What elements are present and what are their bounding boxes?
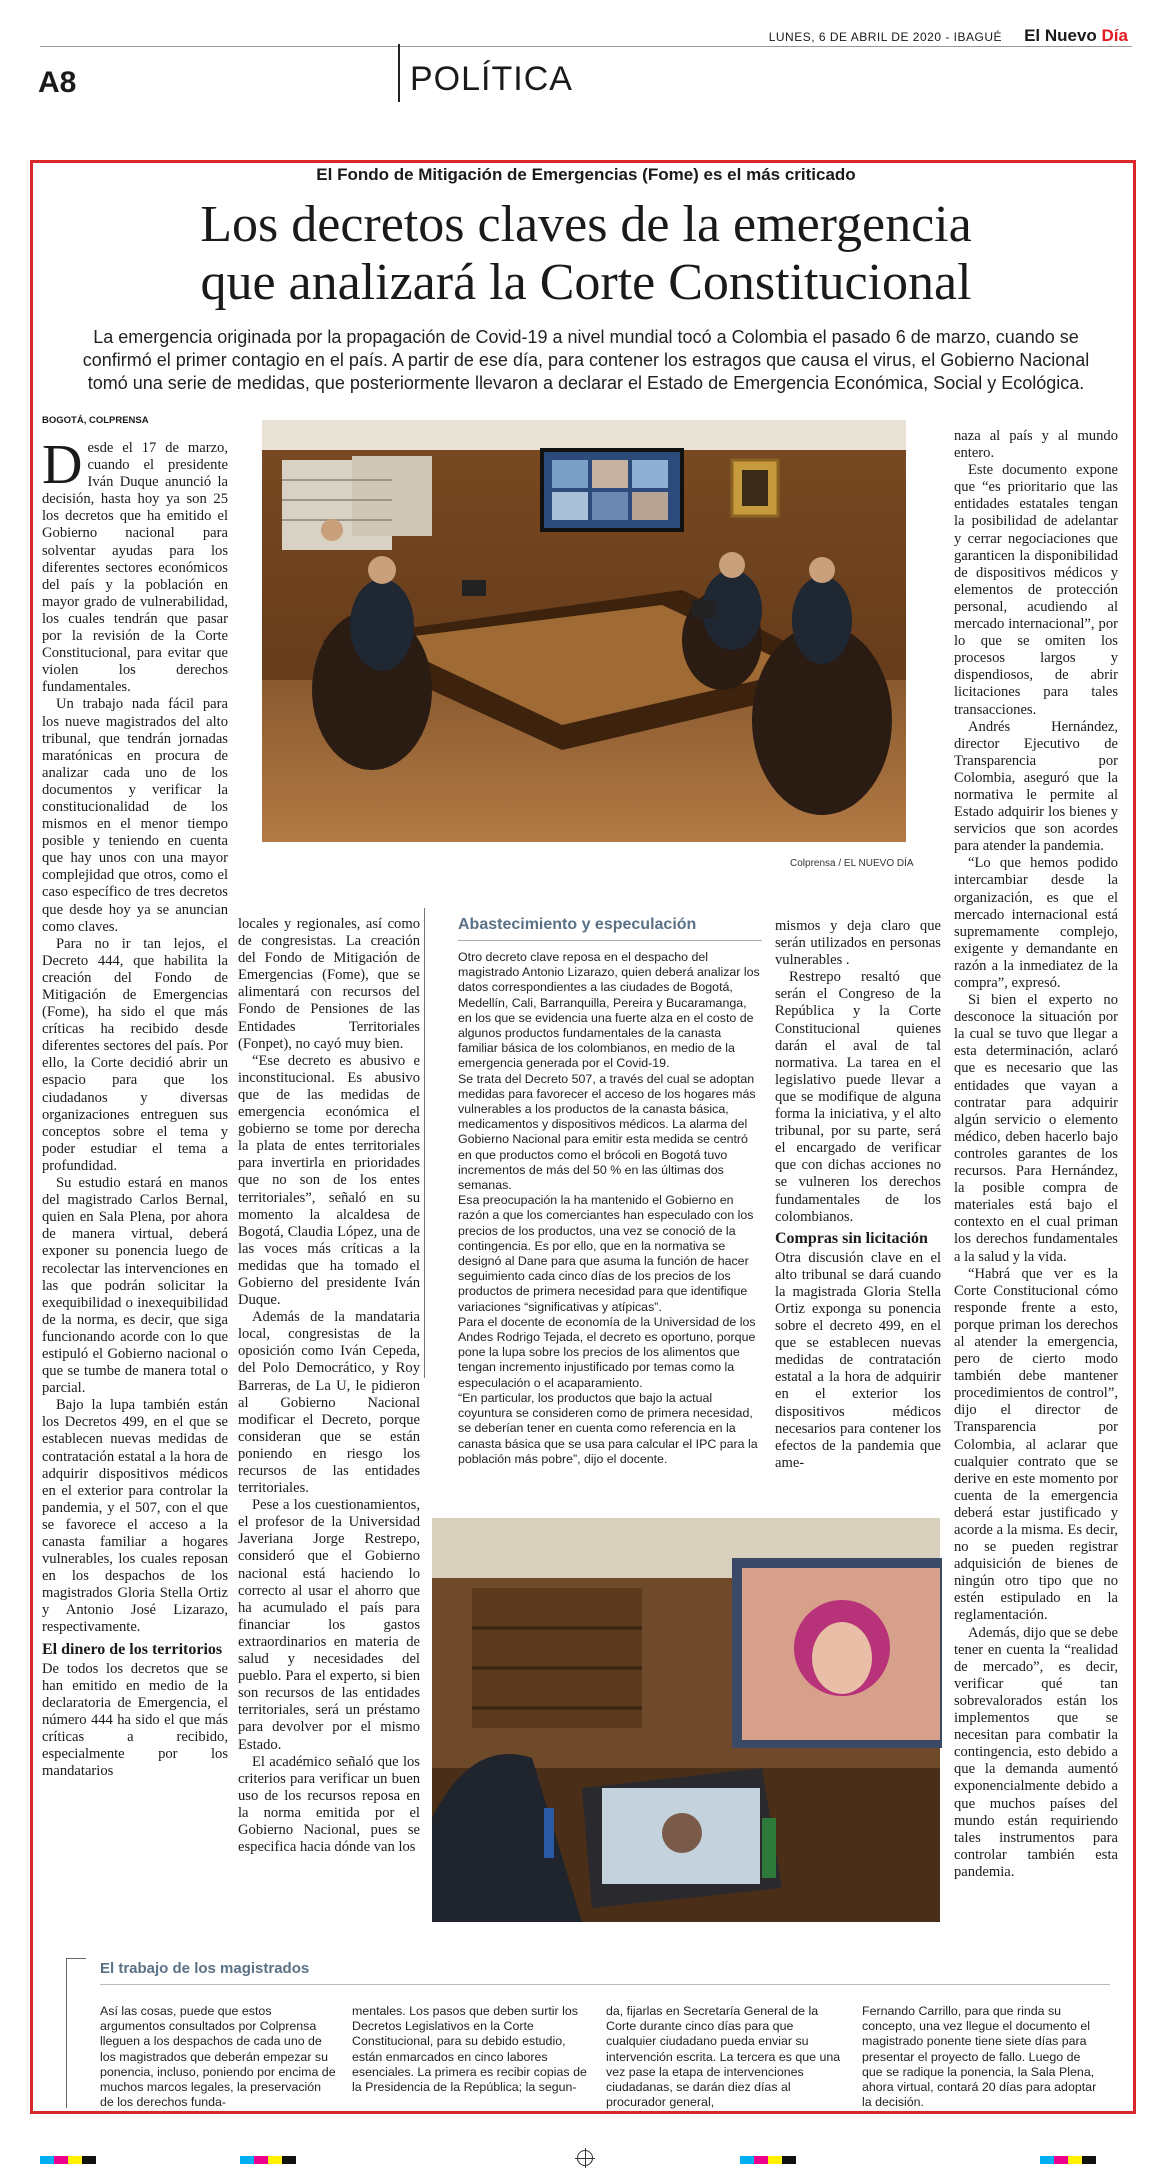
paragraph: Otra discusión clave en el alto tribunal se dará cuando la magistrada Gloria Stella Ortiz exponga su ponencia sobre el decreto 499, en el que se establecen nuevas medidas de contratación estatal a la hora de adquirir en el exterior los dispositivos médicos necesarios para contener los efectos de la pandemia que ame- [775,1249,941,1471]
paragraph: Otro decreto clave reposa en el despacho del magistrado Antonio Lizarazo, quien deberá analizar los datos correspondientes a las ciudades de Bogotá, Medellín, Cali, Barranquilla, Pereira y Bucaramanga, en los que se evidencia una fuerte alza en el costo de algunos productos fundamentales de la canasta familiar básica de los colombianos, en medio de la emergencia generada por el Covid-19. [458,950,760,1071]
bottom-box-rule [100,1984,1110,1985]
paragraph: “Lo que hemos podido intercambiar desde la organización, es que el mercado internacional está supremamente complejo, exigente y demandante en razón a la inmediatez de la compra”, expresó. [954,855,1118,991]
sidebar-title: Abastecimiento y especulación [458,916,697,933]
brand-name-accent: Día [1101,26,1128,45]
paragraph: naza al país y al mundo entero. [954,428,1118,462]
paragraph: Un trabajo nada fácil para los nueve magistrados del alto tribunal, que tendrán jornadas maratónicas en procura de analizar cada uno de los documentos y verificar la constitucionalidad de los mismos en el menor tiempo posible y teniendo en cuenta que hay unos con una mayor complejidad que otros, como el caso específico de tres decretos que desde hoy ya se anuncian como claves. [42,696,228,935]
bottom-box-column: Así las cosas, puede que estos argumentos consultados por Colprensa lleguen a los despachos de cada uno de los magistrados que deberán empezar su ponencia, incluso, poniendo por encima de muchos marcos legales, la preservación de los derechos funda- [100,2004,336,2110]
paragraph: El académico señaló que los criterios para verificar un buen uso de los recursos reposa en la norma emitida por el Gobierno Nacional, pues se especifica hacia dónde van los [238,1753,420,1856]
bottom-box-column: da, fijarlas en Secretaría General de la Corte durante cinco días para que cualquier ciudadano pueda enviar su intervención escrita. La tercera es que una vez pase la etapa de intervenciones ciudadanas, se darán diez días al procurador general, [606,2004,841,2110]
section-title: POLÍTICA [410,60,573,98]
newspaper-logo [1024,26,1128,46]
paragraph: Se trata del Decreto 507, a través del cual se adoptan medidas para favorecer el acceso de los hogares más vulnerables a los productos de la canasta básica, medicamentos y dispositivos médicos. La alarma del Gobierno Nacional para emitir esta medida se centró en que productos como el brócoli en Bogotá tuvo incrementos de más del 50 % en las últimas dos semanas. [458,1071,756,1193]
article-column-1 [42,434,228,1910]
paragraph: Además, dijo que se debe tener en cuenta la “realidad de mercado”, es decir, verificar qué tan sobrevalorados están los implementos que se necesitan para combatir la contingencia, esto debido a que la demanda aumentó exponencialmente debido a que muchos países del mundo están requiriendo tales instrumentos para controlar también esta pandemia. [954,1624,1118,1880]
paragraph: mismos y deja claro que serán utilizados en personas vulnerables . [775,918,941,969]
paragraph: Este documento expone que “es prioritario que las entidades estatales tengan la posibilidad de adelantar y cerrar negociaciones que garanticen la disponibilidad de dispositivos médicos y elementos de protección personal, acudiendo al mercado internacional”, por lo que se omiten los procesos largos y dispendiosos, de abrir licitaciones para tales transacciones. [954,462,1118,718]
headline-line-1: Los decretos claves de la emergencia [200,196,972,253]
paragraph: Desde el 17 de marzo, cuando el presidente Iván Duque anunció la decisión, hasta hoy ya son 25 los decretos que ha emitido el Gobierno nacional para solventar ayudas para los diferentes sectores económicos del país y la población en mayor grado de vulnerabilidad, los cuales tendrán que pasar por la revisión de la Corte Constitucional, para evitar que violen los derechos fundamentales. [42,434,228,696]
paragraph: Para el docente de economía de la Universidad de los Andes Rodrigo Tejada, el decreto es oportuno, porque pone la lupa sobre los precios de los alimentos que tengan incremento injustificado por temas como la especulación o el acaparamiento. [458,1314,756,1390]
bottom-box-title: El trabajo de los magistrados [100,1960,310,1977]
bottom-box-column: mentales. Los pasos que deben surtir los Decretos Legislativos en la Corte Constitucional, para su debido estudio, están enmarcados en cinco labores esenciales. La primera es recibir copias de la Presidencia de la República; la segun- [352,2004,587,2095]
court-meeting-photo [262,420,906,842]
headline-line-2: que analizará la Corte Constitucional [200,254,972,311]
paragraph: De todos los decretos que se han emitido en medio de la declaratoria de Emergencia, el número 444 ha sido el que más críticas a recibido, especialmente por los mandatarios [42,1660,228,1780]
paragraph: Además de la mandataria local, congresistas de la oposición como Iván Cepeda, del Polo Democrático, y Roy Barreras, de La U, le pidieron al Gobierno Nacional modificar el Decreto, porque consideran que se están poniendo en riesgo los recursos de las entidades territoriales. [238,1309,420,1497]
video-call-illustration [432,1518,940,1922]
meeting-room-illustration [262,420,906,842]
sidebar-body [458,950,762,1467]
paragraph: Restrepo resaltó que serán el Congreso de la República y la Corte Constitucional quienes darán el aval de tal normativa. La tarea en el legislativo puede llevar a que se modifique de alguna forma la iniciativa, y el alto tribunal, por su parte, será el encargado de verificar que con dichas acciones no se vulneren los derechos fundamentales de los colombianos. [775,969,941,1225]
bottom-box-column: Fernando Carrillo, para que rinda su concepto, una vez llegue el documento el magistrado ponente tiene siete días para presentar el proyecto de fallo. Luego de que se radique la ponencia, la Sala Plena, ahora virtual, contará 20 días para adoptar la decisión. [862,2004,1097,2110]
byline: BOGOTÁ, COLPRENSA [42,415,149,426]
paragraph: Pese a los cuestionamientos, el profesor de la Universidad Javeriana Jorge Restrepo, consideró que el Gobierno nacional está haciendo lo correcto al usar el ahorro que ha acumulado el país para financiar los gastos extraordinarios en materia de salud y necesidades del pueblo. Para el experto, si bien son recursos de las entidades territoriales, será un préstamo para devolver por el mismo Estado. [238,1497,420,1753]
kicker: El Fondo de Mitigación de Emergencias (Fome) es el más criticado [316,165,856,184]
header-rule [40,46,1132,47]
paragraph: Su estudio estará en manos del magistrado Carlos Bernal, quien en Sala Plena, por ahora de manera virtual, deberá exponer su ponencia luego de recolectar las intervenciones en las que podrán solicitar la exequibilidad o inexequibilidad de la norma, es decir, que siga funcionando acorde con lo que estipuló el Gobierno nacional o que se tumbe de manera total o parcial. [42,1175,228,1397]
article-column-2 [238,916,420,1921]
registration-target-icon [577,2150,593,2166]
paragraph: Esa preocupación la ha mantenido el Gobierno en razón a que los comerciantes han especulado con los precios de los productos, una vez se conoció de la contingencia. Es por ello, que en la normativa se designó al Dane para que asuma la función de hacer seguimiento cada cinco días de los precios de los productos de primera necesidad para que identifique variaciones “significativas y atípicas”. [458,1193,754,1314]
article-deck: La emergencia originada por la propagación de Covid-19 a nivel mundial tocó a Colombia el pasado 6 de marzo, cuando se confirmó el primer contagio en el país. A partir de ese día, para contener los estragos que causa el virus, el Gobierno Nacional tomó una serie de medidas, que posteriormente llevaron a declarar el Estado de Emergencia Económica, Social y Ecológica. [82,327,1090,393]
article-column-4 [775,918,941,1471]
paragraph: Si bien el experto no desconoce la situación por la cual se tuvo que llegar a esta determinación, aclaró que es necesario que las entidades que vayan a contratar para adquirir algún servicio o elemento médico, deben hacerlo bajo controles garantes de los recursos. Para Hernández, la posible compra de materiales está bajo el contexto en el cual priman los derechos fundamentales a la salud y la vida. [954,992,1118,1265]
photo-credit: Colprensa / EL NUEVO DÍA [790,858,914,869]
article-column-5 [954,428,1118,1918]
bottom-box-bracket [66,1958,86,2108]
brand-name: El Nuevo [1024,26,1102,45]
paragraph: “Habrá que ver es la Corte Constitucional cómo responde frente a esto, porque priman los derechos al atender la emergencia, pero de cierto modo también debe mantener procedimientos de control”, dijo el director de Transparencia por Colombia, al aclarar que cualquier contrato que se derive en este momento por cuenta de la emergencia deberá estar justificado y acorde a la misma. Es decir, no se pueden registrar adquisición de bienes de ningún otro tipo que no estén estipulado en la reglamentación. [954,1265,1118,1624]
headline [60,196,1112,312]
paragraph: Para no ir tan lejos, el Decreto 444, que habilita la creación del Fondo de Mitigación de Emergencias (Fome), ha sido el que más críticas ha recibido desde diferentes sectores del país. Por ello, la Corte decidió abrir un espacio para que los ciudadanos y diversas organizaciones entreguen sus conceptos sobre el tema y poder estudiar el tema a profundidad. [42,935,228,1174]
dateline: LUNES, 6 DE ABRIL DE 2020 - IBAGUÉ [768,30,1002,44]
sidebar-divider [424,908,425,1378]
paragraph: locales y regionales, así como de congresistas. La creación del Fondo de Mitigación de Emergencias (Fome), que se alimentará con recursos del Fondo de Pensiones de las Entidades Territoriales (Fonpet), no cayó muy bien. [238,916,420,1052]
virtual-session-photo [432,1518,940,1922]
paragraph: Andrés Hernández, director Ejecutivo de Transparencia por Colombia, aseguró que la normativa le permite al Estado adquirir los bienes y servicios que son acordes para atender la pandemia. [954,718,1118,855]
paragraph: Bajo la lupa también están los Decretos 499, en el que se establecen nuevas medidas de contratación estatal a la hora de adquirir dispositivos médicos en el exterior para controlar la pandemia, y el 507, con el que se favorece el acceso a la canasta familiar a hogares vulnerables, los cuales reposan en los despachos de los magistrados Gloria Stella Ortiz y Antonio José Lizarazo, respectivamente. [42,1397,228,1636]
page-number: A8 [38,66,77,99]
paragraph: “En particular, los productos que bajo la actual coyuntura se consideren como de primera necesidad, se deberían tener en cuenta como referencia en la canasta básica que se usa para calcular el IPC para la población más pobre”, dijo el docente. [458,1390,758,1466]
subheading: Compras sin licitación [775,1229,928,1247]
subheading: El dinero de los territorios [42,1640,223,1658]
sidebar-rule [458,940,762,941]
section-divider [398,44,400,102]
paragraph: “Ese decreto es abusivo e inconstitucional. Es abusivo que de las medidas de emergencia económica el gobierno se tome por derecha la plata de entes territoriales para invertirla en prioridades que no son de los entes territoriales”, señaló en su momento la alcaldesa de Bogotá, Claudia López, una de las voces más críticas a la medidas que ha tomado el Gobierno del presidente Iván Duque. [238,1052,420,1309]
